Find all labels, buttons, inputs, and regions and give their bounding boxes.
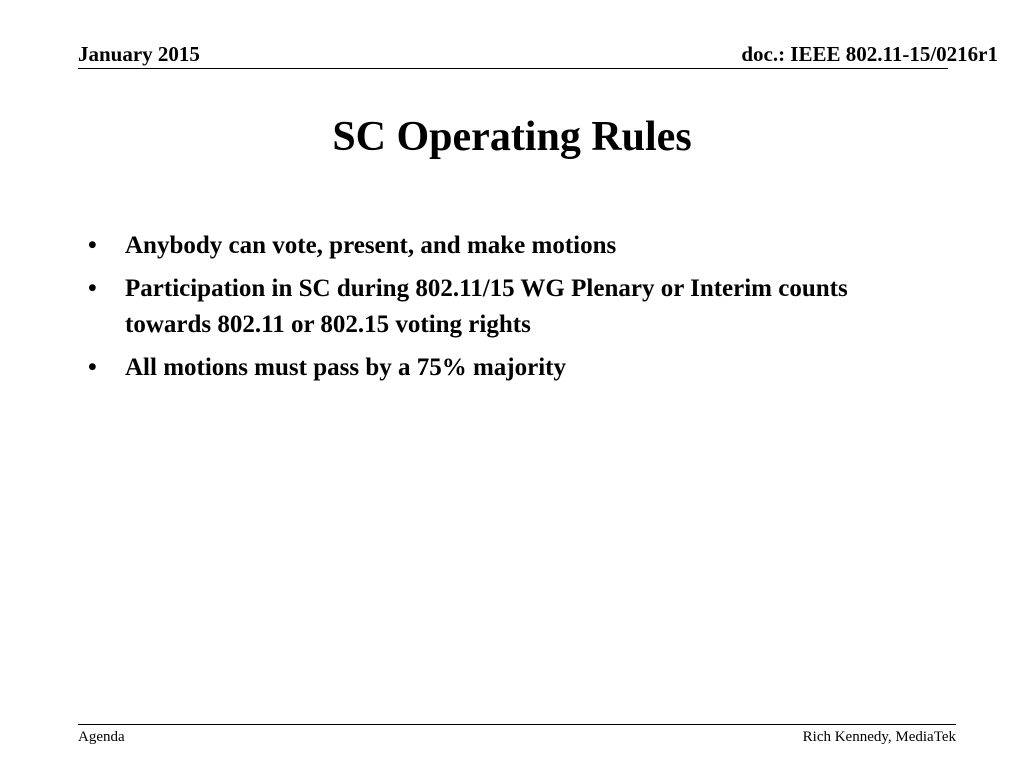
bullet-item: [88, 271, 938, 343]
bullet-item: [88, 350, 938, 386]
bullet-list: [88, 228, 938, 393]
bullet-text: Participation in SC during 802.11/15 WG Plenary or Interim counts towards 802.11 or 802.15 voting rights: [125, 275, 848, 338]
header-date: January 2015: [78, 42, 200, 66]
bullet-icon: •: [88, 232, 97, 259]
footer-section: Agenda: [78, 729, 125, 745]
bullet-text: All motions must pass by a 75% majority: [125, 354, 566, 381]
bullet-item: [88, 228, 938, 264]
header-divider: [78, 68, 948, 69]
bullet-icon: •: [88, 354, 97, 381]
bullet-icon: •: [88, 275, 97, 302]
bullet-text: Anybody can vote, present, and make motions: [125, 232, 617, 259]
header-doc-id: doc.: IEEE 802.11-15/0216r1: [741, 42, 998, 66]
footer-author: Rich Kennedy, MediaTek: [802, 729, 956, 745]
slide-title: SC Operating Rules: [332, 114, 692, 160]
footer-divider: [78, 724, 956, 725]
